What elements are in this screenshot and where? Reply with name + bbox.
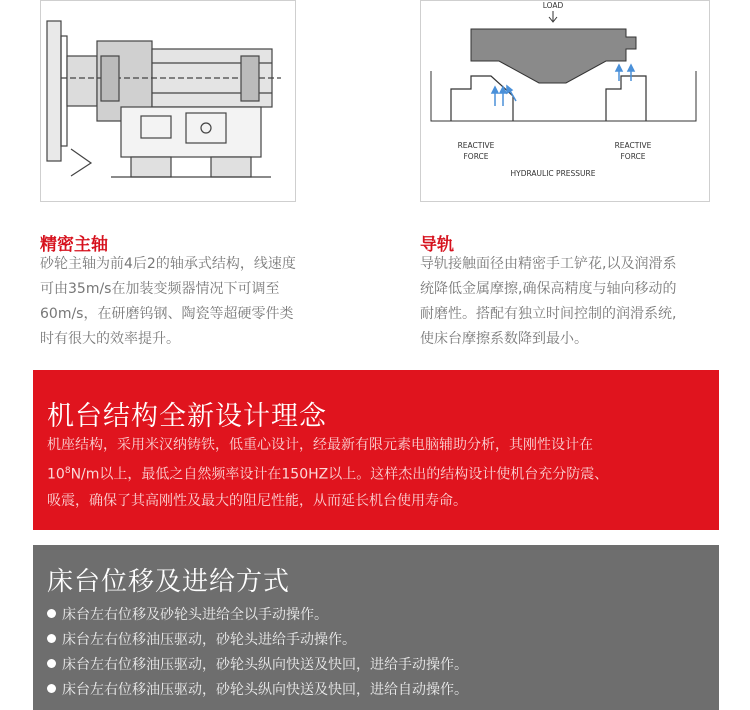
guide-title: 导轨 — [420, 235, 454, 255]
spindle-line-3: 60m/s，在研磨钨钢、陶瓷等超硬零件类 — [40, 306, 294, 322]
feed-item-text: 床台左右位移油压驱动，砂轮头纵向快送及快回，进给手动操作。 — [62, 657, 468, 673]
reactive-force-right-1: REACTIVE — [614, 141, 652, 150]
stiffness-exponent: 8 — [64, 466, 71, 476]
structure-paragraph — [47, 432, 707, 514]
structure-heading: 机台结构全新设计理念 — [47, 401, 327, 432]
feed-panel — [33, 545, 719, 710]
list-item — [47, 678, 468, 703]
list-item — [47, 653, 468, 678]
reactive-force-right-2: FORCE — [620, 152, 646, 161]
guideway-diagram — [420, 0, 710, 202]
spindle-drawing — [41, 1, 296, 202]
hydraulic-pressure-label: HYDRAULIC PRESSURE — [510, 169, 596, 178]
feed-item-text: 床台左右位移及砂轮头进给全以手动操作。 — [62, 607, 328, 623]
feed-list — [47, 603, 468, 703]
stiffness-base: 10 — [47, 466, 65, 483]
spindle-line-4: 时有很大的效率提升。 — [40, 331, 180, 347]
reactive-force-left-1: REACTIVE — [457, 141, 495, 150]
load-label: LOAD — [542, 1, 564, 10]
spindle-illustration — [40, 0, 296, 202]
spindle-line-2: 可由35m/s在加装变频器情况下可调至 — [40, 281, 280, 297]
bullet-icon — [47, 609, 56, 618]
guide-description — [420, 252, 720, 352]
spindle-description — [40, 252, 360, 352]
feed-heading: 床台位移及进给方式 — [47, 567, 291, 597]
guide-line-1: 导轨接触面径由精密手工铲花,以及润滑系 — [420, 256, 677, 272]
guideway-drawing — [421, 1, 710, 202]
list-item — [47, 628, 468, 653]
structure-line-1: 机座结构，采用米汉纳铸铁，低重心设计，经最新有限元素电脑辅助分析，其刚性设计在 — [47, 437, 593, 453]
spindle-title: 精密主轴 — [40, 235, 108, 255]
structure-line-2-rest: N/m以上，最低之自然频率设计在150HZ以上。这样杰出的结构设计使机台充分防震、 — [70, 466, 609, 483]
spindle-line-1: 砂轮主轴为前4后2的轴承式结构，线速度 — [40, 256, 296, 272]
feed-item-text: 床台左右位移油压驱动，砂轮头纵向快送及快回，进给自动操作。 — [62, 682, 468, 698]
bullet-icon — [47, 684, 56, 693]
structure-line-2 — [47, 458, 707, 488]
structure-panel — [33, 370, 719, 530]
structure-line-3: 吸震，确保了其高刚性及最大的阻尼性能，从而延长机台使用寿命。 — [47, 492, 467, 509]
reactive-force-left-2: FORCE — [463, 152, 489, 161]
bullet-icon — [47, 634, 56, 643]
list-item — [47, 603, 468, 628]
guide-line-4: 使床台摩擦系数降到最小。 — [420, 331, 588, 347]
feed-item-text: 床台左右位移油压驱动，砂轮头进给手动操作。 — [62, 632, 356, 648]
bullet-icon — [47, 659, 56, 668]
guide-line-2: 统降低金属摩擦,确保高精度与轴向移动的 — [420, 281, 677, 297]
guide-line-3: 耐磨性。搭配有独立时间控制的润滑系统, — [420, 306, 677, 322]
